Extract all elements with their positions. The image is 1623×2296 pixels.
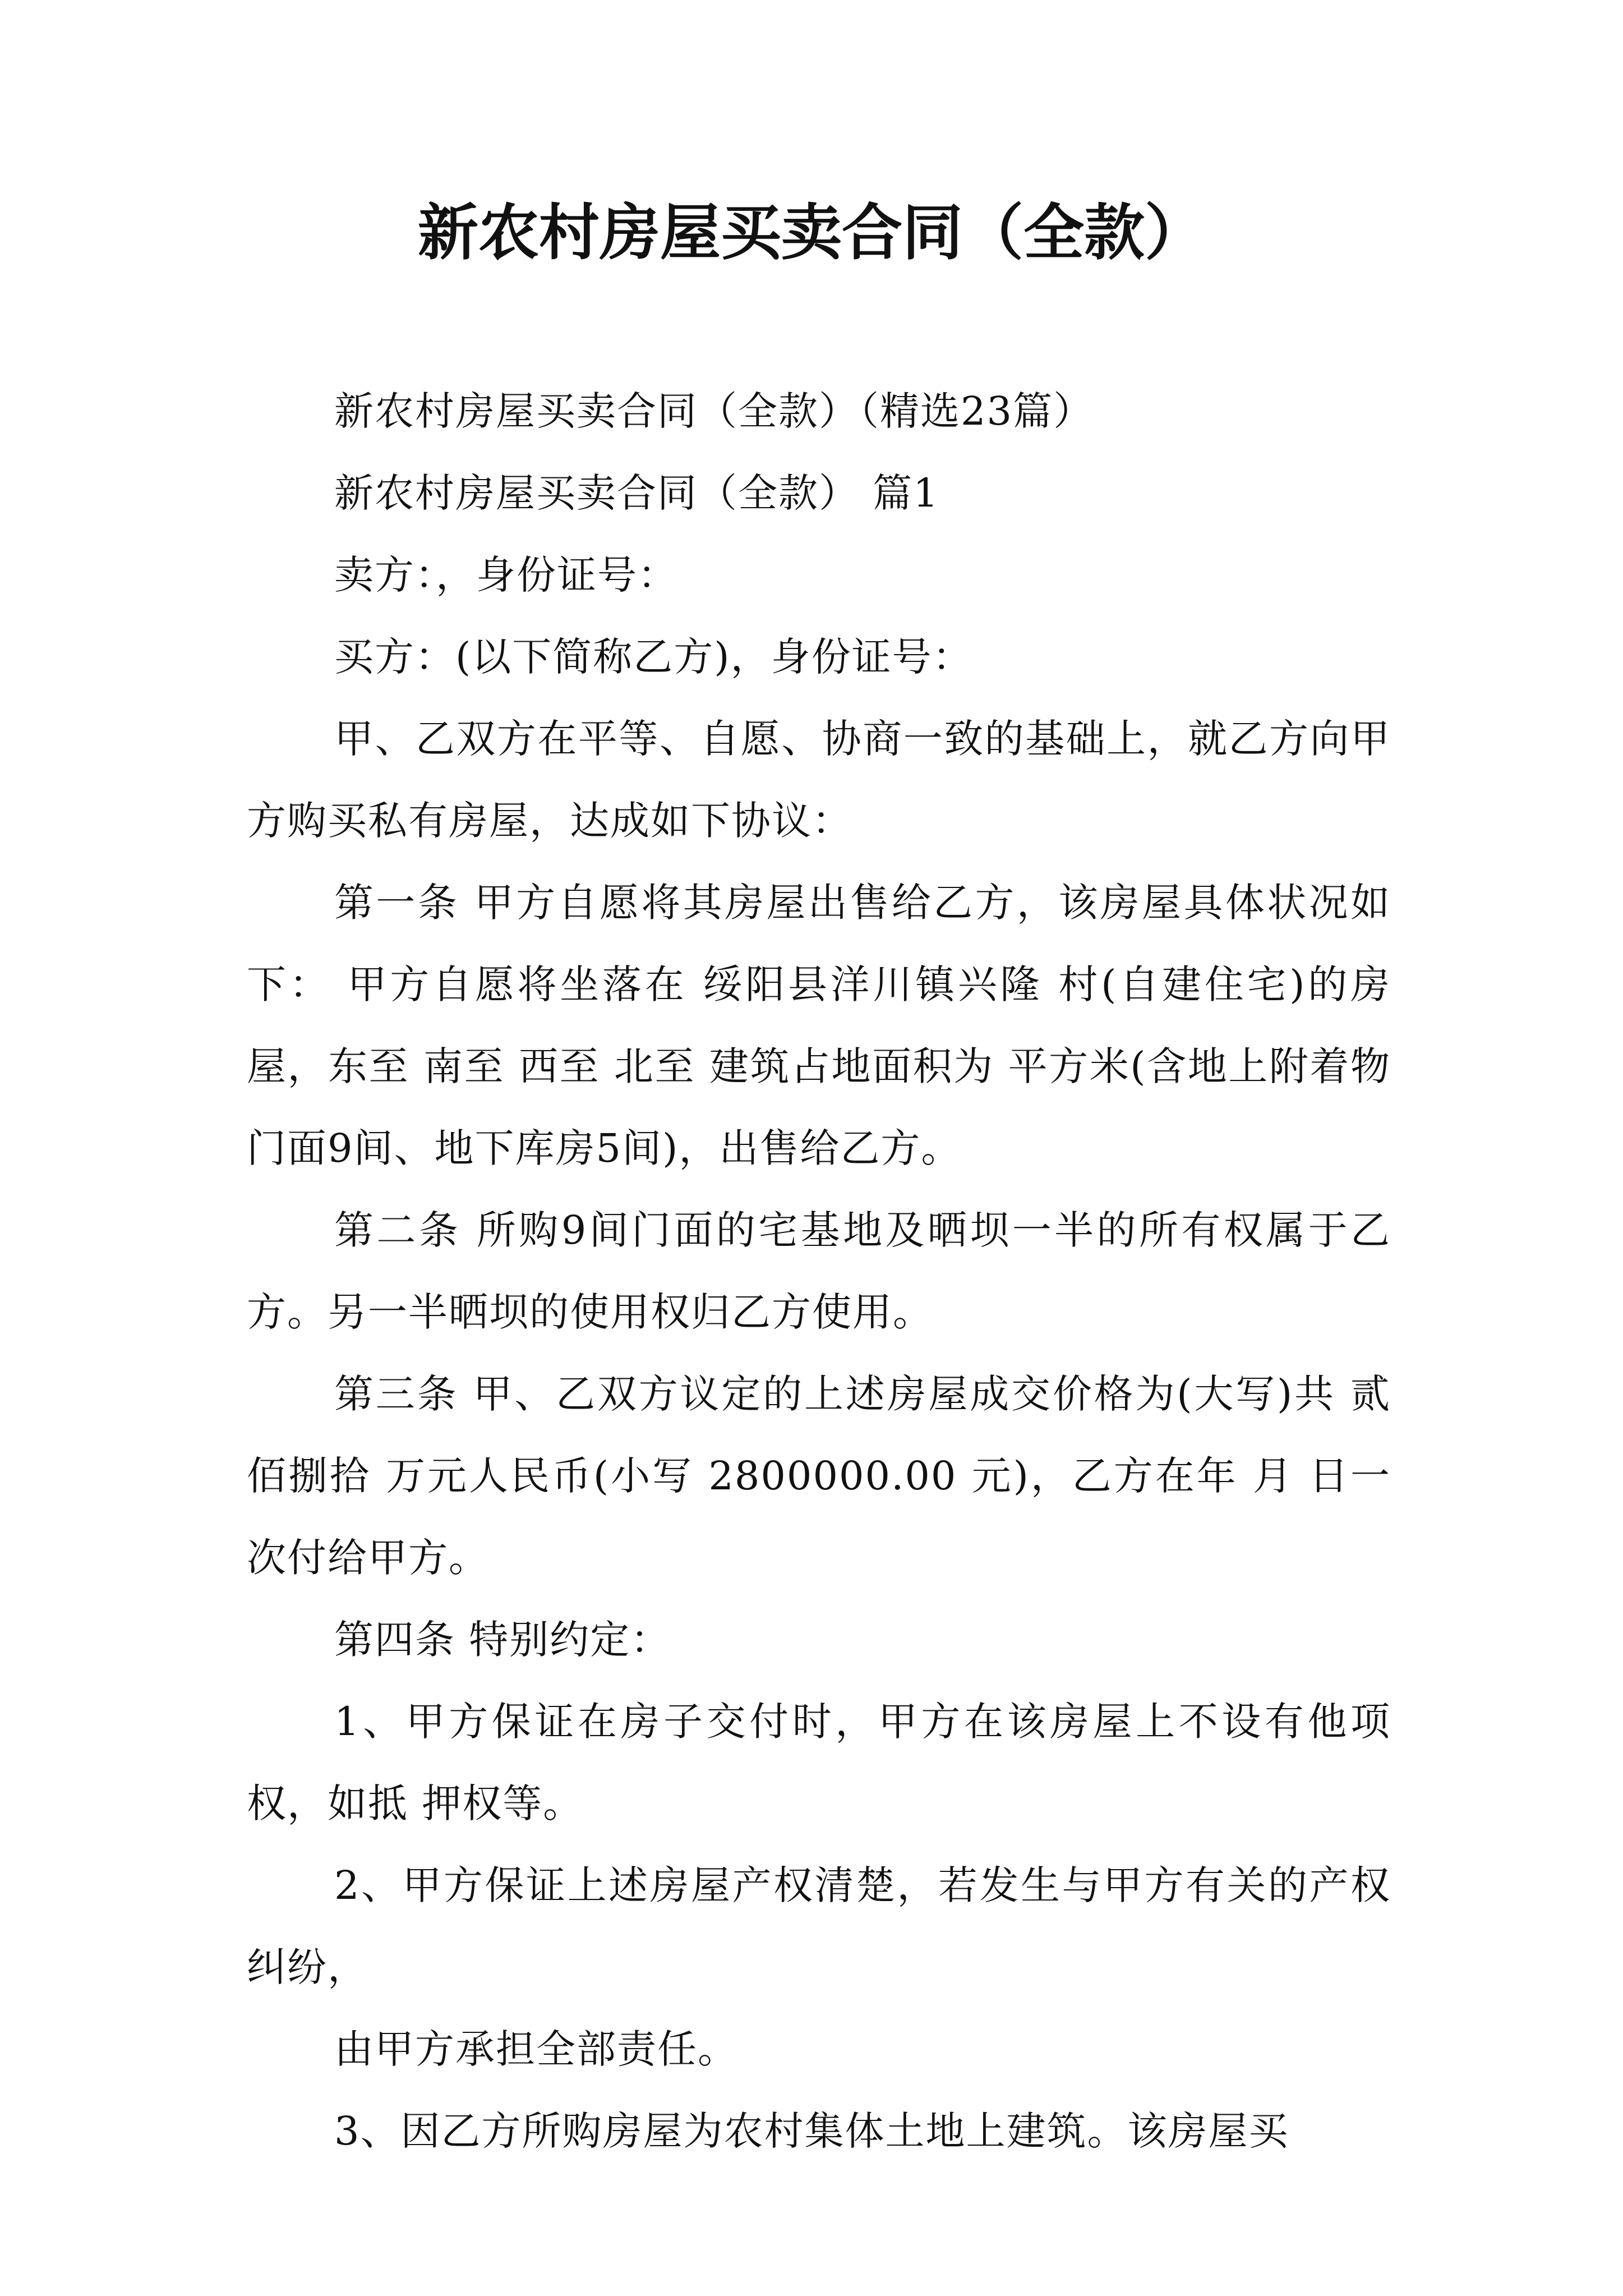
paragraph: 第一条 甲方自愿将其房屋出售给乙方，该房屋具体状况如下： 甲方自愿将坐落在 绥阳县洋川镇兴隆 村(自建住宅)的房屋，东至 南至 西至 北至 建筑占地面积为 平方米(含地上附着物门面9间、地下库房5间)，出售给乙方。 bbox=[247, 880, 1391, 1171]
document-title: 新农村房屋买卖合同（全款） bbox=[417, 197, 1205, 268]
paragraph: 2、甲方保证上述房屋产权清楚，若发生与甲方有关的产权纠纷， bbox=[247, 1862, 1391, 1990]
paragraph: 第四条 特别约定： bbox=[334, 1617, 671, 1663]
paragraph: 3、因乙方所购房屋为农村集体土地上建筑。该房屋买 bbox=[334, 2108, 1289, 2154]
paragraph: 由甲方承担全部责任。 bbox=[334, 2026, 738, 2072]
paragraph: 第二条 所购9间门面的宅基地及晒坝一半的所有权属于乙方。另一半晒坝的使用权归乙方使用。 bbox=[247, 1207, 1391, 1335]
paragraph: 甲、乙双方在平等、自愿、协商一致的基础上，就乙方向甲方购买私有房屋，达成如下协议： bbox=[247, 716, 1391, 844]
paragraph: 1、甲方保证在房子交付时，甲方在该房屋上不设有他项权，如抵 押权等。 bbox=[247, 1699, 1391, 1826]
paragraph: 买方：(以下简称乙方)，身份证号： bbox=[334, 634, 973, 680]
paragraph: 卖方：，身份证号： bbox=[334, 552, 678, 598]
paragraph: 第三条 甲、乙双方议定的上述房屋成交价格为(大写)共 贰佰捌拾 万元人民币(小写 2800000.00 元)，乙方在年 月 日一次付给甲方。 bbox=[247, 1371, 1391, 1581]
paragraph: 新农村房屋买卖合同（全款） 篇1 bbox=[334, 470, 939, 516]
document-body bbox=[247, 370, 1391, 2172]
paragraph: 新农村房屋买卖合同（全款）（精选23篇） bbox=[334, 388, 1094, 434]
